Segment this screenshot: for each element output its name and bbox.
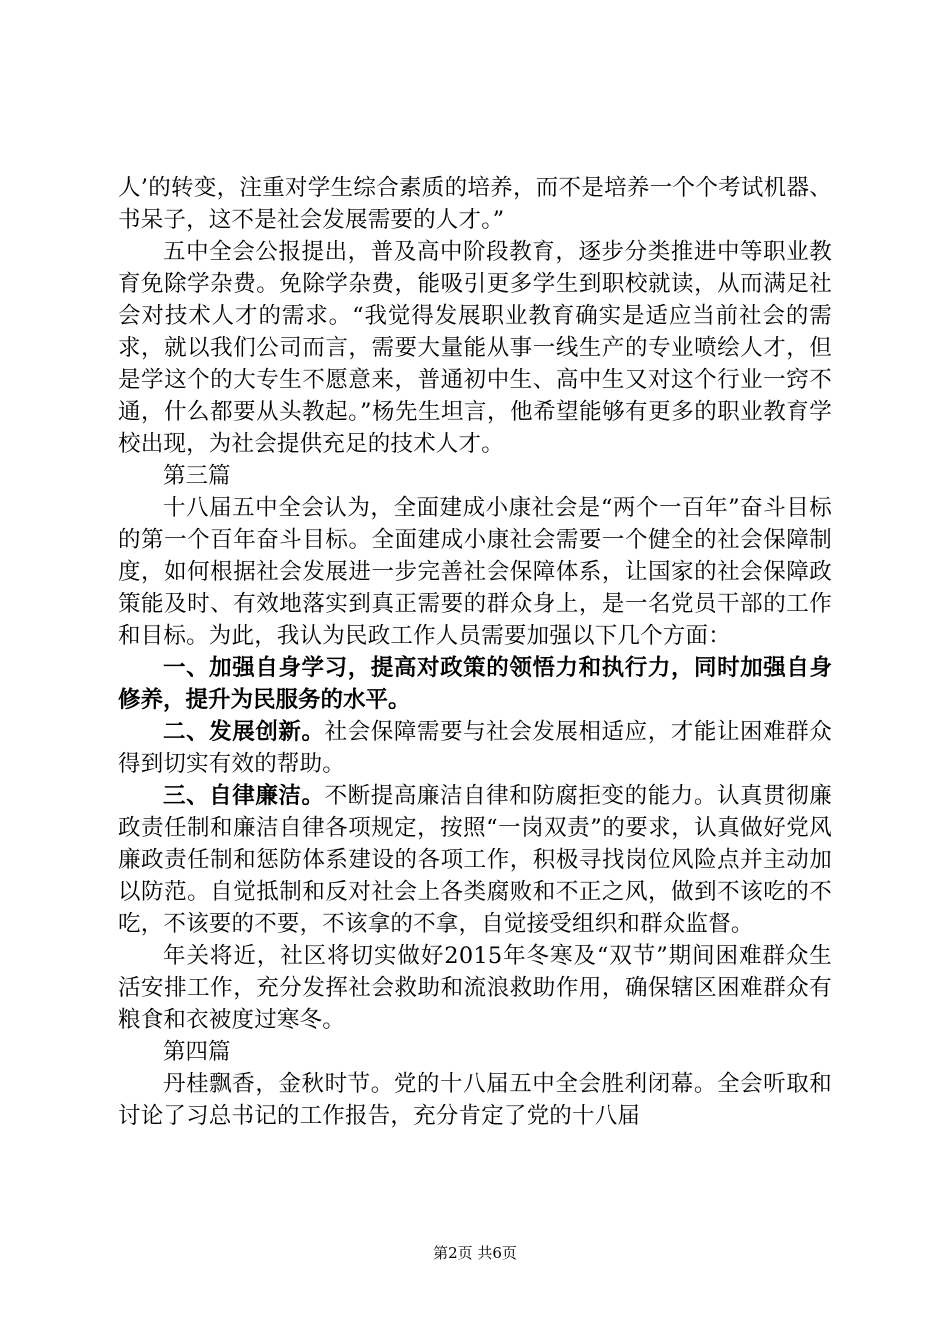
paragraph-vocational-education: 五中全会公报提出，普及高中阶段教育，逐步分类推进中等职业教育免除学杂费。免除学杂费，能吸引更多学生到职校就读，从而满足社会对技术人才的需求。“我觉得发展职业教育确实是适应当前社会的需求，就以我们公司而言，需要大量能从事一线生产的专业喷绘人才，但是学这个的大专生不愿意来，普通初中生、高中生又对这个行业一窍不通，什么都要从头教起。”杨先生坦言，他希望能够有更多的职业教育学校出现，为社会提供充足的技术人才。 <box>118 239 832 457</box>
point-three-lead: 三、自律廉洁。 <box>163 783 325 809</box>
paragraph-continuation: 人’的转变，注重对学生综合素质的培养，而不是培养一个个考试机器、书呆子，这不是社会发展需要的人才。” <box>118 175 832 233</box>
section-heading-4: 第四篇 <box>163 1039 231 1065</box>
point-two <box>118 716 832 780</box>
point-three-text: 不断提高廉洁自律和防腐拒变的能力。认真贯彻廉政责任制和廉洁自律各项规定，按照“一岗双责”的要求，认真做好党风廉政责任制和惩防体系建设的各项工作，积极寻找岗位风险点并主动加以防范。自觉抵制和反对社会上各类腐败和不正之风，做到不该吃的不吃，不该要的不要，不该拿的不拿，自觉接受组织和群众监督。 <box>118 783 832 937</box>
point-two-text: 社会保障需要与社会发展相适应，才能让困难群众得到切实有效的帮助。 <box>118 719 832 777</box>
document-body <box>118 172 832 1132</box>
point-one-bold: 一、加强自身学习，提高对政策的领悟力和执行力，同时加强自身修养，提升为民服务的水平。 <box>118 655 832 713</box>
paragraph-social-security: 十八届五中全会认为，全面建成小康社会是“两个一百年”奋斗目标的第一个百年奋斗目标。全面建成小康社会需要一个健全的社会保障制度，如何根据社会发展进一步完善社会保障体系，让国家的社会保障政策能及时、有效地落实到真正需要的群众身上，是一名党员干部的工作和目标。为此，我认为民政工作人员需要加强以下几个方面： <box>118 495 832 649</box>
page-footer: 第2页 共6页 <box>433 1244 517 1262</box>
point-three <box>118 780 832 940</box>
paragraph-autumn: 丹桂飘香，金秋时节。党的十八届五中全会胜利闭幕。全会听取和讨论了习总书记的工作报告，充分肯定了党的十八届 <box>118 1071 832 1129</box>
point-two-lead: 二、发展创新。 <box>163 719 325 745</box>
paragraph-year-end: 年关将近，社区将切实做好2015年冬寒及“双节”期间困难群众生活安排工作，充分发挥社会救助和流浪救助作用，确保辖区困难群众有粮食和衣被度过寒冬。 <box>118 943 832 1033</box>
section-heading-3: 第三篇 <box>163 463 231 489</box>
